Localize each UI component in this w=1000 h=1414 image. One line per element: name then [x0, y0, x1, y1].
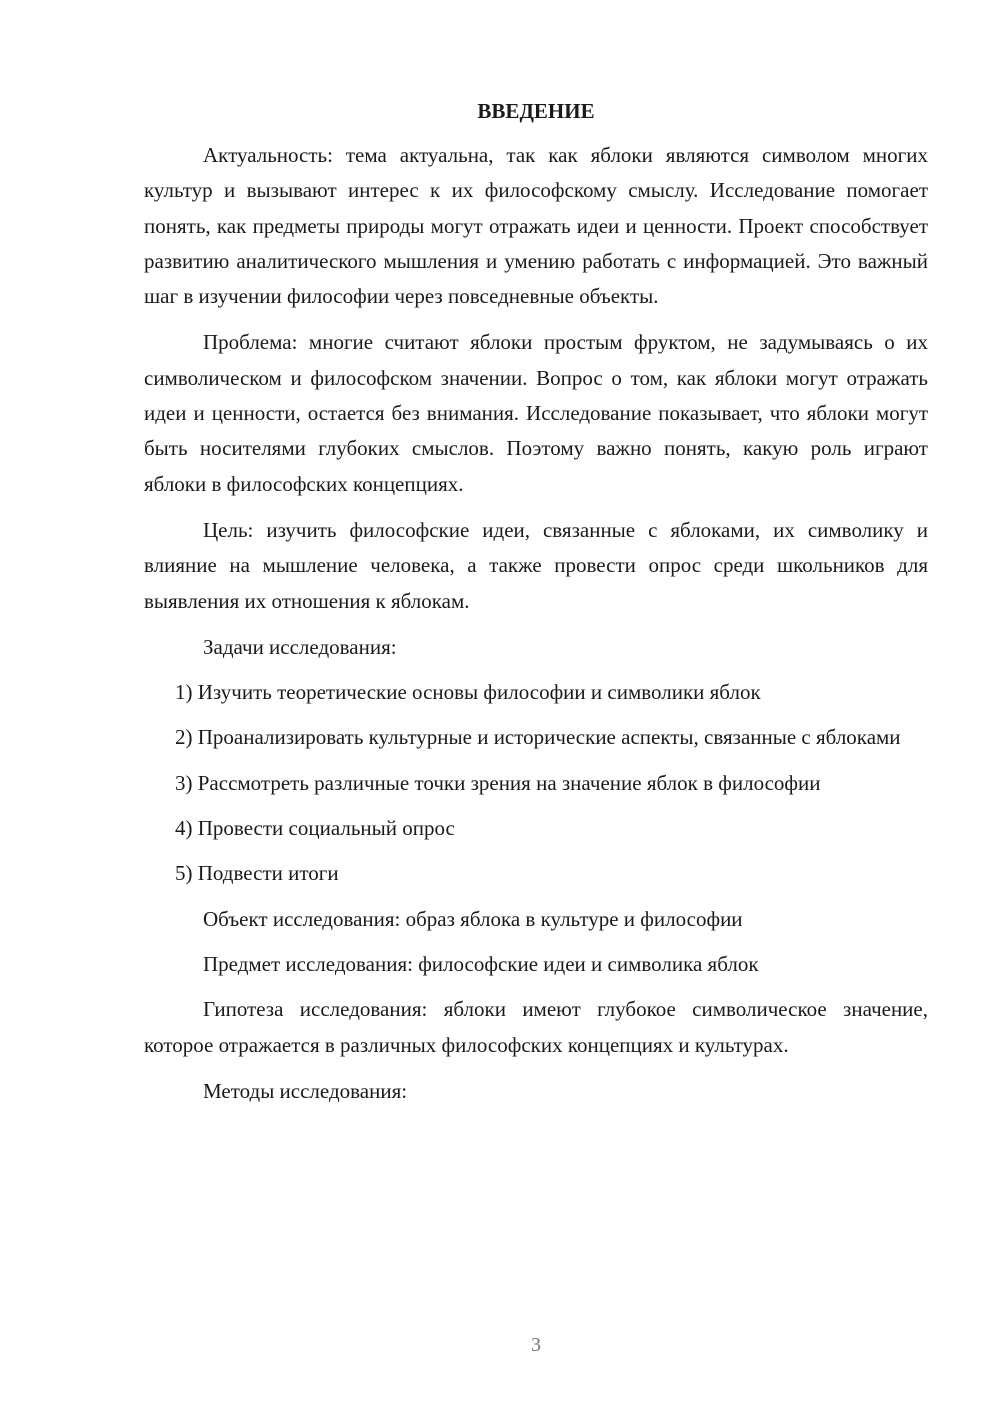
paragraph-goal: Цель: изучить философские идеи, связанные с яблоками, их символику и влияние на мышление человека, а также провести опрос среди школьников для выявления их отношения к яблокам. — [144, 517, 928, 613]
task-item-2: 2) Проанализировать культурные и исторические аспекты, связанные с яблоками — [175, 725, 901, 750]
tasks-heading: Задачи исследования: — [203, 634, 397, 659]
research-subject: Предмет исследования: философские идеи и символика яблок — [203, 951, 759, 976]
page-number: 3 — [531, 1334, 541, 1356]
page-title: ВВЕДЕНИЕ — [477, 99, 595, 123]
research-hypothesis: Гипотеза исследования: яблоки имеют глубокое символическое значение, которое отражается в различных философских концепциях и культурах. — [144, 997, 928, 1057]
methods-heading: Методы исследования: — [203, 1078, 408, 1103]
task-item-1: 1) Изучить теоретические основы философии и символики яблок — [175, 680, 761, 705]
paragraph-problem: Проблема: многие считают яблоки простым фруктом, не задумываясь о их символическом и философском значении. Вопрос о том, как яблоки могут отражать идеи и ценности, остается без внимания. Исследование показывает, что яблоки могут быть носителями глубоких смыслов. Поэтому важно понять, какую роль играют яблоки в философских концепциях. — [144, 330, 928, 496]
document-page — [144, 96, 928, 1119]
task-item-3: 3) Рассмотреть различные точки зрения на значение яблок в философии — [175, 770, 821, 795]
task-item-4: 4) Провести социальный опрос — [175, 816, 455, 841]
task-item-5: 5) Подвести итоги — [175, 861, 339, 886]
paragraph-relevance: Актуальность: тема актуальна, так как яблоки являются символом многих культур и вызывают интерес к их философскому смыслу. Исследование помогает понять, как предметы природы могут отражать идеи и ценности. Проект способствует развитию аналитического мышления и умению работать с информацией. Это важный шаг в изучении философии через повседневные объекты. — [144, 143, 928, 309]
research-object: Объект исследования: образ яблока в культуре и философии — [203, 906, 743, 931]
